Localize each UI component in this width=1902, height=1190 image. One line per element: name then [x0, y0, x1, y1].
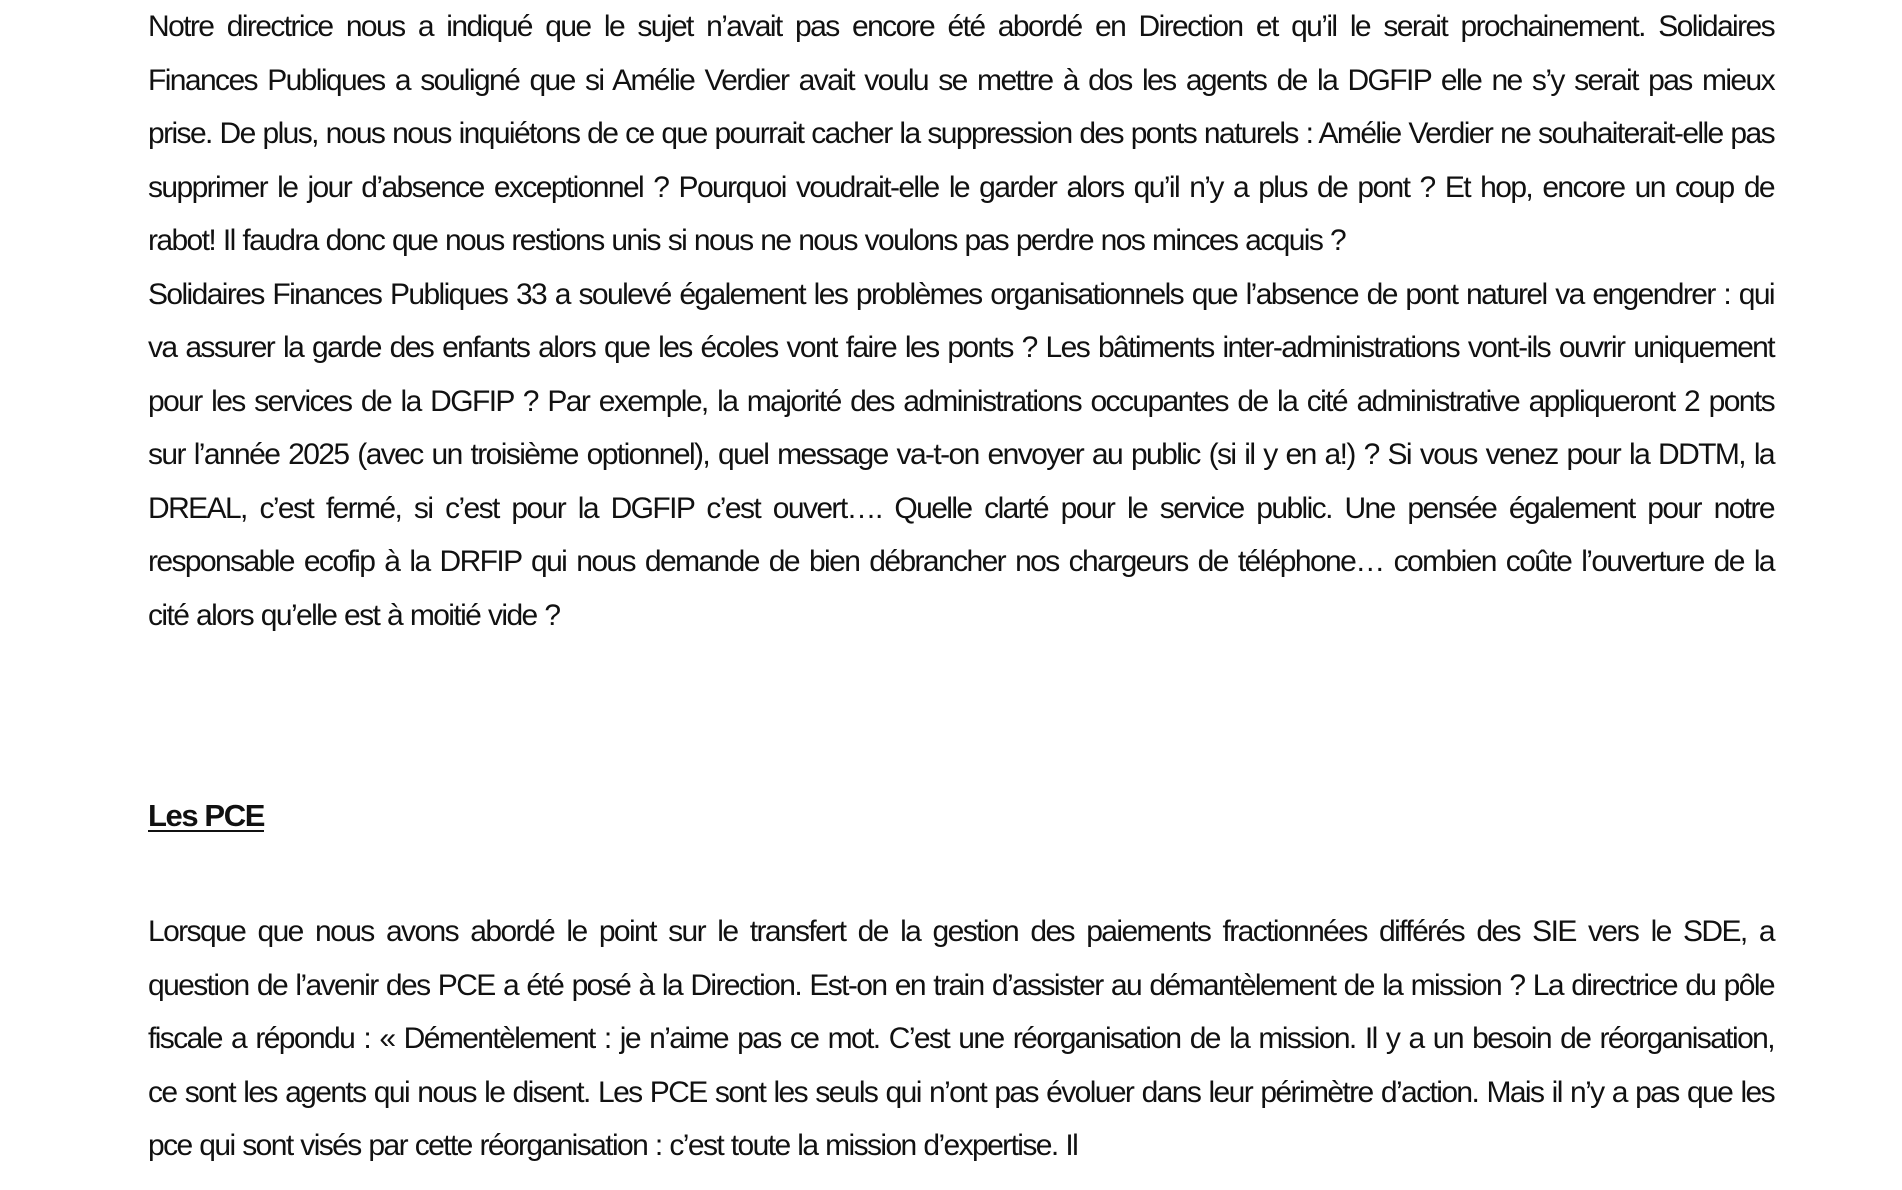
section-heading-pce: [148, 796, 264, 836]
paragraph-ponts-naturels: Notre directrice nous a indiqué que le sujet n’avait pas encore été abordé en Direction et qu’il le serait prochainement. Solidaires Finances Publiques a souligné que si Amélie Verdier avait voulu se mettre à dos les agents de la DGFIP elle ne s’y serait pas mieux prise. De plus, nous nous inquiétons de ce que pourrait cacher la suppression des ponts naturels : Amélie Verdier ne souhaiterait-elle pas supprimer le jour d’absence exceptionnel ? Pourquoi voudrait-elle le garder alors qu’il n’y a plus de pont ? Et hop, encore un coup de rabot! Il faudra donc que nous restions unis si nous ne nous voulons pas perdre nos minces acquis ?: [148, 10, 1774, 257]
paragraph-pce: Lorsque que nous avons abordé le point sur le transfert de la gestion des paiements fractionnées différés des SIE vers le SDE, a question de l’avenir des PCE a été posé à la Direction. Est-on en train d’assister au démantèlement de la mission ? La directrice du pôle fiscale a répondu : « Démentèlement : je n’aime pas ce mot. C’est une réorganisation de la mission. Il y a un besoin de réorganisation, ce sont les agents qui nous le disent. Les PCE sont les seuls qui n’ont pas évoluer dans leur périmètre d’action. Mais il n’y a pas que les pce qui sont visés par cette réorganisation : c’est toute la mission d’expertise. Il: [148, 915, 1774, 1162]
document-body-bottom: [148, 905, 1774, 1173]
section-heading-text: Les PCE: [148, 798, 264, 833]
paragraph-problemes-organisationnels: Solidaires Finances Publiques 33 a soulevé également les problèmes organisationnels que l’absence de pont naturel va engendrer : qui va assurer la garde des enfants alors que les écoles vont faire les ponts ? Les bâtiments inter-administrations vont-ils ouvrir uniquement pour les services de la DGFIP ? Par exemple, la majorité des administrations occupantes de la cité administrative appliqueront 2 ponts sur l’année 2025 (avec un troisième optionnel), quel message va-t-on envoyer au public (si il y en a!) ? Si vous venez pour la DDTM, la DREAL, c’est fermé, si c’est pour la DGFIP c’est ouvert…. Quelle clarté pour le service public. Une pensée également pour notre responsable ecofip à la DRFIP qui nous demande de bien débrancher nos chargeurs de téléphone… combien coûte l’ouverture de la cité alors qu’elle est à moitié vide ?: [148, 277, 1774, 632]
document-body-top: [148, 0, 1774, 642]
